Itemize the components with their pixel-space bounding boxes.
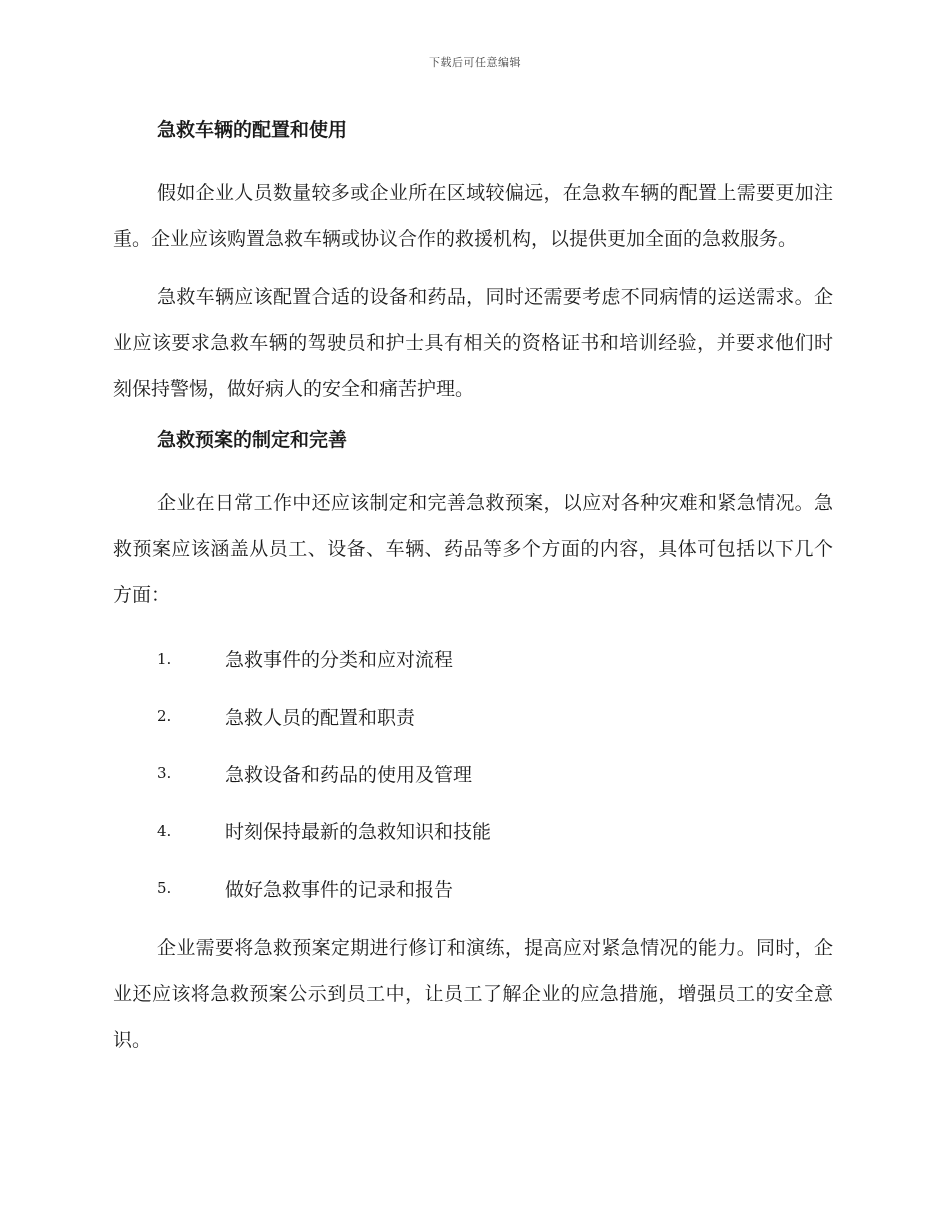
paragraph: 企业在日常工作中还应该制定和完善急救预案，以应对各种灾难和紧急情况。急救预案应该涵盖从员工、设备、车辆、药品等多个方面的内容，具体可包括以下几个方面：: [113, 492, 833, 606]
list-item: [113, 860, 833, 917]
list-item: [113, 745, 833, 802]
list-number: 5.: [157, 879, 172, 898]
list-item: [113, 802, 833, 859]
list-text: 急救人员的配置和职责: [225, 706, 416, 729]
paragraph: 假如企业人员数量较多或企业所在区域较偏远，在急救车辆的配置上需要更加注重。企业应该购置急救车辆或协议合作的救援机构，以提供更加全面的急救服务。: [113, 182, 833, 250]
list-number: 2.: [157, 707, 172, 726]
page-header: 下载后可任意编辑: [429, 56, 521, 69]
list-number: 1.: [157, 649, 172, 668]
section-heading-plan: 急救预案的制定和完善: [157, 429, 348, 451]
list-number: 3.: [157, 764, 172, 783]
list-text: 时刻保持最新的急救知识和技能: [225, 821, 492, 844]
list-text: 急救设备和药品的使用及管理: [225, 763, 473, 786]
document-body: [113, 114, 833, 1075]
paragraph: 急救车辆应该配置合适的设备和药品，同时还需要考虑不同病情的运送需求。企业应该要求急救车辆的驾驶员和护士具有相关的资格证书和培训经验，并要求他们时刻保持警惕，做好病人的安全和痛苦护理。: [113, 286, 833, 400]
paragraph: 企业需要将急救预案定期进行修订和演练，提高应对紧急情况的能力。同时，企业还应该将急救预案公示到员工中，让员工了解企业的应急措施，增强员工的安全意识。: [113, 936, 833, 1051]
section-heading-vehicles: 急救车辆的配置和使用: [157, 119, 348, 141]
numbered-list: [113, 630, 833, 917]
list-item: [113, 630, 833, 687]
list-text: 急救事件的分类和应对流程: [225, 649, 454, 672]
list-number: 4.: [157, 821, 172, 840]
list-item: [113, 687, 833, 744]
list-text: 做好急救事件的记录和报告: [225, 878, 454, 901]
